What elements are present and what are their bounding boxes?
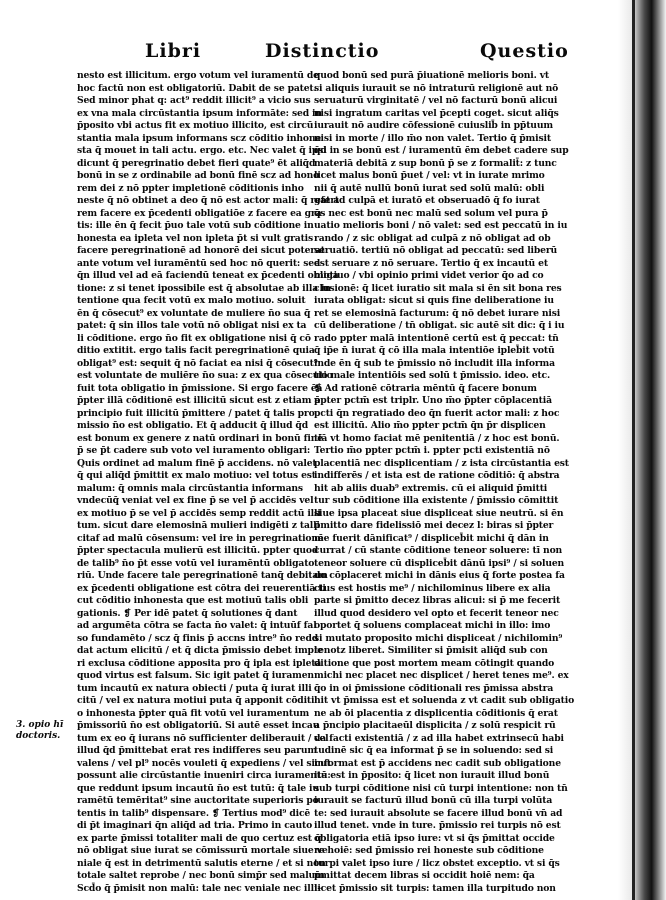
text-line: hoc factū non est obligatoriū. Dabit de se patet. xyxy=(77,82,317,94)
text-line: motiuo / vbi opinio primi videt verior q̄o ad co xyxy=(314,270,544,281)
text-line: tur sub cōditione illa existente / p̄missio cōmittit xyxy=(314,495,559,506)
text-line: niale q̄ est in detrimentū salutis eterne / et si non xyxy=(77,857,326,869)
text-line: riū. Unde facere tale peregrinationē tanq̄ debitam xyxy=(77,570,328,581)
text-line: ctus est hostis me⁹ / nichilominus libere ex alia xyxy=(314,582,551,594)
running-head-question: Questio xyxy=(480,40,569,62)
text-line: indifferēs / et ista est de ratione cōditiō: q̄ abstra xyxy=(314,470,560,481)
text-line: si aliquis iurauit se nō intraturū religionē aut nō xyxy=(314,82,559,94)
text-line: malum: q̄ omnis mala circūstantia informans xyxy=(77,482,303,494)
text-line: iurauit nō audire cōfessionē cuiuslib̄ in pp̄tuum xyxy=(314,120,553,131)
running-head-distinction: Distinctio xyxy=(265,40,380,62)
text-line: ante votum vel iuramēntū sed hoc nō querit: sed xyxy=(77,257,321,269)
text-line: q̄ ip̄e n̄ iurat q̄ cō illa mala intentiōe ipleb̄it votū xyxy=(314,345,555,356)
text-line: di p̄t imaginari q̄n aliq̄d ad tria. Primo in cauto xyxy=(77,820,313,831)
text-line: citaf ad malū cōsensum: vel ire in peregrinationē xyxy=(77,532,324,544)
text-line: tentis in talib⁹ dispensare. ❡ Tertius mod⁹ dicē xyxy=(77,807,311,819)
text-line: tione: z si tenet ipossibile est q̄ absolutae ab illa in xyxy=(77,282,331,294)
text-line: tum. sicut dare elemosinā mulieri indigēti z talli xyxy=(77,520,320,531)
page-binding-edge xyxy=(632,0,635,900)
text-line: rando / z sic obligat ad culpā z nō obligat ad ob xyxy=(314,232,551,244)
text-column-left xyxy=(77,70,339,894)
text-line: te: sed iurauit absolute se facere illud bonū vn̄ ad xyxy=(314,807,563,819)
text-line: est voluntate de muliēre n̄o sua: z ex qua cōsecutio xyxy=(77,370,333,381)
text-line: dicunt q̄ peregrinatio debet fieri quate⁹ ēt aliq̄d xyxy=(77,157,316,169)
page-binding-shadow xyxy=(618,0,666,900)
text-line: me fuerit dānificat⁹ / displiceb̄it michi q̄ dān in xyxy=(314,532,549,544)
text-line: tentione qua fecit votū ex malo motiuo. soluit xyxy=(77,295,306,306)
text-line: tenotz liberet. Similiter si p̄misit aliq̄d sub con xyxy=(314,645,548,656)
text-line: pcti q̄n regratiado deo q̄n fuerit actor mali: z hoc xyxy=(314,407,560,419)
text-column-right xyxy=(314,70,575,894)
marginal-note xyxy=(16,720,74,742)
text-line: turpi valet ipso iure / licz obstet exceptio. vt si q̄s xyxy=(314,857,560,869)
text-line: tum incautū ex natura obiecti / puta q̄ iurat illi xyxy=(77,682,312,694)
text-line: obligat⁹ est: sequit q̄ nō faciat ea nisi q̄ cōsecut⁹ xyxy=(77,357,318,369)
text-line: siue ipsa placeat siue displiceat siue neutrū. si ēn xyxy=(314,507,564,519)
text-line: sub turpi cōditione nisi cū turpi intentione: non tn̄ xyxy=(314,782,568,794)
text-line: seruatiō. tertiū nō obligat ad peccatū: sed liberū xyxy=(314,245,558,256)
text-line: p̄mittat decem libras si occidit hoiē nem: q̄a xyxy=(314,870,535,881)
text-line: obligatoria etiā ipso iure: vt si q̄s p̄mittat occide xyxy=(314,832,555,844)
text-line: li cōditione. ergo n̄o fit ex obligatione nisi q̄ cō xyxy=(77,332,311,344)
text-line: tio male intentiōis sed solū t p̄missio. ideo. etc. xyxy=(314,370,551,381)
text-line: placentiā nec displicentiam / z ista circūstantia est xyxy=(314,457,569,469)
text-line: rem dei z nō ppter impletionē cōditionis inho xyxy=(77,182,304,194)
text-line: ret se elemosinā facturum: q̄ nō debet iurare nisi xyxy=(314,307,561,319)
text-line: honesta ea ipleta vel non ipleta p̄t si vult gratis xyxy=(77,232,314,244)
text-line: p̄pter illā cōditionē est illicitū sicut est z etiam a xyxy=(77,395,321,406)
text-line: iurauit se facturū illud bonū cū illa turpi volūta xyxy=(314,795,553,806)
running-head-book: Libri xyxy=(145,40,202,62)
text-line: seruaturū virginitatē / vel nō facturū bonū alicui xyxy=(314,95,558,106)
text-line: illud quod desidero vel opto et fecerit teneor nec xyxy=(314,607,559,619)
text-line: quod bonū sed purā p̄iuationē melioris boni. vt xyxy=(314,70,550,81)
text-line: nō obligat siue iurat se cōmissurū mortale siue ve xyxy=(77,845,328,856)
text-line: ad argumēta cōtra se facta n̄o valet: q̄ intuūf fal xyxy=(77,620,317,631)
text-line: ex vna mala circūstantia ipsum informāte: sed in xyxy=(77,107,322,119)
text-line: nisi in morte / illo m̄o non valet. Tertio q̄ p̄misit xyxy=(314,132,551,144)
text-line: principio fuit illicitū p̄mittere / patet q̄ talis pro xyxy=(77,407,315,419)
text-line: ❡ Ad rationē cōtraria mēntū q̄ facere bonum xyxy=(314,382,537,394)
text-line: ne ab ōi placentia z displicentia cōditionis q̄ erat xyxy=(314,707,558,719)
text-line: nii q̄ autē nullū bonū iurat sed solū malū: obli xyxy=(314,182,545,194)
text-line: vndecūq̄ veniat vel ex fine p̄ se vel p̄ accidēs vel xyxy=(77,495,314,506)
text-line: o inhonesta p̄pter quā fit votū vel iuramentum xyxy=(77,707,310,719)
text-line: so fundamēto / scz q̄ finis p̄ accns intre⁹ n̄o redd xyxy=(77,632,318,644)
text-line: p̄mitto dare fidelissiō mei decez l: biras si p̄pter xyxy=(314,520,554,531)
text-line: Scd̄o q̄ p̄misit non malū: tale nec veniale nec illi- xyxy=(77,882,321,894)
text-line: que reddunt ipsum incautū n̄o est tutū: q̄ tale iu xyxy=(77,782,319,794)
text-line: gationis. ❡ Per idē patet q̄ solutiones q̄ dant xyxy=(77,607,298,619)
text-line: q̄o in oi p̄missione cōditionali res p̄missa abstra xyxy=(314,682,554,694)
text-line: p̄ se p̄t cadere sub voto vel iuramento obligari: xyxy=(77,445,311,456)
text-line: q̄ qui aliq̄d p̄mittit ex malo motiuo: vel totus est xyxy=(77,470,316,481)
text-line: illud tenet. vnde in ture. p̄missio rei turpis nō est xyxy=(314,820,561,831)
text-line: ex p̄cedenti obligatione est cōtra dei reuerentiā ti xyxy=(77,582,326,594)
text-line: sta q̄ mouet in tali actu. ergo. etc. Nec valet q̄ ipsi xyxy=(77,145,327,156)
text-line: totale saltet reprobe / nec bonū simp̄r sed malum xyxy=(77,870,325,881)
text-line: neste q̄ nō obtinet a deo q̄ nō est actor mali: q̄ refert xyxy=(77,195,339,206)
text-line: dat actum elicitū / et q̄ dicta p̄missio debet imple xyxy=(77,645,323,656)
text-line: do cōplaceret michi in dānis eius q̄ forte postea fa xyxy=(314,570,565,581)
text-line: q̄n illud vel ad eā faciendū teneat ex p̄cedenti obliga xyxy=(77,270,339,281)
text-line: ri exclusa cōditione apposita pro q̄ ipla est ipleta xyxy=(77,657,322,669)
text-line: hit ab aliis duab⁹ extremis. cū ei aliquid p̄mitti xyxy=(314,482,548,494)
text-line: illud q̄d p̄mittebat erat res indifferes seu parum xyxy=(77,745,317,756)
text-line: re hoiē: sed p̄missio rei honeste sub cōditione xyxy=(314,845,544,856)
text-line: currat / cū stante cōditione teneor soluere: tī non xyxy=(314,545,563,556)
text-line: clusionē: q̄ licet iuratio sit mala si ēn sit bona res xyxy=(314,282,562,294)
text-line: cū deliberatione / tn̄ obligat. sic autē sit dic: q̄ i iu xyxy=(314,320,565,331)
text-line: est illicitū. Alio m̄o ppter pctm̄ q̄n p̄r displicen xyxy=(314,420,546,431)
text-line: ditione que post mortem meam cōtingit quando xyxy=(314,657,555,669)
text-line: ita est in p̄posito: q̄ licet non iurauit illud bonū xyxy=(314,770,550,781)
text-line: gat ad culpā et iuratō et obseruadō q̄ fo iurat xyxy=(314,195,540,206)
text-line: parte si p̄mitto decez libras alicui: si p̄ me fecerit xyxy=(314,595,561,606)
text-line: patet: q̄ sin illos tale votū nō obligat nisi ex ta xyxy=(77,320,307,331)
text-line: tum ex eo q̄ iurans nō sufficienter deliberauit / vel xyxy=(77,732,329,744)
text-line: ramētū temēritat⁹ sine auctoritate superioris po xyxy=(77,795,319,806)
text-line: bonū in se z ordinabile ad bonū finē scz ad hono xyxy=(77,170,320,181)
text-line: Sed minor phat q: act⁹ reddit illicit⁹ a vicio sus xyxy=(77,95,311,106)
text-line: rem facere ex p̄cedenti obligatiōe z facere ea gra xyxy=(77,207,322,219)
text-line: ēn q̄ cōsecut⁹ ex voluntate de muliere n̄o sua q̄ xyxy=(77,307,311,319)
text-line: licet malus bonū p̄uet / vel: vt in iurate mrimo xyxy=(314,170,545,181)
text-line: si mutato proposito michi displiceat / nichilomin⁹ xyxy=(314,632,563,644)
text-line: q̄s nec est bonū nec malū sed solum vel pura p̄ xyxy=(314,207,548,219)
text-line: oportet q̄ soluens complaceat michi in illo: imo xyxy=(314,620,551,631)
text-line: facere peregrinationē ad honorē dei sicut poterat xyxy=(77,245,325,256)
text-line: teneor soluere cū displiceb̄it dānū ipsi⁹ / si soluen xyxy=(314,557,565,569)
text-line: nesto est illicitum. ergo votum vel iuramentū de xyxy=(77,70,319,81)
text-line: iurata obligat: sicut si quis fine deliberatione iu xyxy=(314,295,554,306)
text-line: materiā debitā z sup bonū p̄ se z formalit̄: z tunc xyxy=(314,157,557,169)
marginal-note-line: 3. opio hī xyxy=(16,720,64,730)
text-line: tis: ille ēn q̄ fecit p̄uo tale votū sub cōditione in xyxy=(77,220,314,231)
marginal-note-line: doctoris. xyxy=(16,731,61,741)
text-line: rado ppter malā intentionē certū est q̄ peccat: tn̄ xyxy=(314,332,559,344)
text-line: q̄d in se bonū est / iuramentū ēm debet cadere sup xyxy=(314,145,569,156)
text-line: p̄pter pctm̄ est triplr. Uno m̄o p̄pter cōplacentiā xyxy=(314,395,552,406)
text-line: da facti existentiā / z ad illa habet extrinsecū habi xyxy=(314,732,564,744)
text-line: inde ēn q̄ sub te p̄missio nō includit illa informa xyxy=(314,357,555,369)
text-line: Quis ordinet ad malum finē p̄ accidens. nō valet xyxy=(77,457,317,469)
text-line: stantia mala ipsum informans scz cōditio inhone xyxy=(77,132,322,144)
text-line: de talib⁹ n̄o p̄t esse votū vel iuramēntū obligato xyxy=(77,557,315,569)
text-line: p̄posito vbi actus fit ex motiuo illicito, est circū xyxy=(77,120,314,131)
text-line: p̄pter spectacula mulierū est illicitū. ppter quod xyxy=(77,545,319,556)
text-line: michi nec placet nec displicet / heret tenes me⁹. ex xyxy=(314,670,569,681)
text-line: hit vt p̄missa est et soluenda z vt cadit sub obligatio xyxy=(314,695,575,706)
text-line: p̄missoriū n̄o est obligatoriū. Si autē esset incau xyxy=(77,720,320,731)
text-line: fuit tota obligatio in p̄missione. Si ergo facere ēa xyxy=(77,382,323,394)
text-line: tudinē sic q̄ ea informat p̄ se in soluendo: sed si xyxy=(314,745,554,756)
text-line: cut cōditio inhonesta que est motiuū talis obli xyxy=(77,595,309,606)
running-head xyxy=(145,40,569,68)
text-line: est seruare z nō seruare. Tertio q̄ ex incautū et xyxy=(314,257,548,269)
text-line: missio n̄o est obligatio. Et q̄ adducit q̄ illud q̄d xyxy=(77,420,308,431)
text-line: citū / vel ex natura motiui puta q̄ apponit cōditi xyxy=(77,695,315,706)
text-line: uatio melioris boni / nō valet: sed est peccatū in iu xyxy=(314,220,568,231)
text-line: nisi ingratum caritas vel p̄cepti coget. sicut aliq̄s xyxy=(314,107,559,119)
text-line: possunt alie circūstantie inueniri circa iuramentū: xyxy=(77,770,331,781)
text-line: tiā vt homo faciat mē penitentiā / z hoc est bonū. xyxy=(314,432,560,444)
text-line: licet p̄missio sit turpis: tamen illa turpitudo non xyxy=(314,882,556,894)
text-line: ex motiuo p̄ se vel p̄ accidēs semp reddit actū illi xyxy=(77,507,321,519)
text-line: valens / vel pl⁹ nocēs vouleti q̄ expediens / vel sicut xyxy=(77,757,331,769)
text-line: Tertio m̄o ppter pctm̄ i. ppter pcti existentiā nō xyxy=(314,445,550,456)
text-line: informat est p̄ accidens nec cadit sub obligatione xyxy=(314,757,561,769)
text-line: quod virtus est falsum. Sic igit patet q̄ iuramen xyxy=(77,670,314,681)
text-line: ditio extitit. ergo talis facit peregrinationē quia xyxy=(77,345,315,356)
text-line: a p̄ncipio placitaeūl displicita / z solū respicit rū xyxy=(314,720,556,731)
text-line: est bonum ex genere z natū ordinari in bonū finē xyxy=(77,432,323,444)
text-line: ex parte p̄missi totaliter mali de quo certuz est q̄ xyxy=(77,832,322,844)
